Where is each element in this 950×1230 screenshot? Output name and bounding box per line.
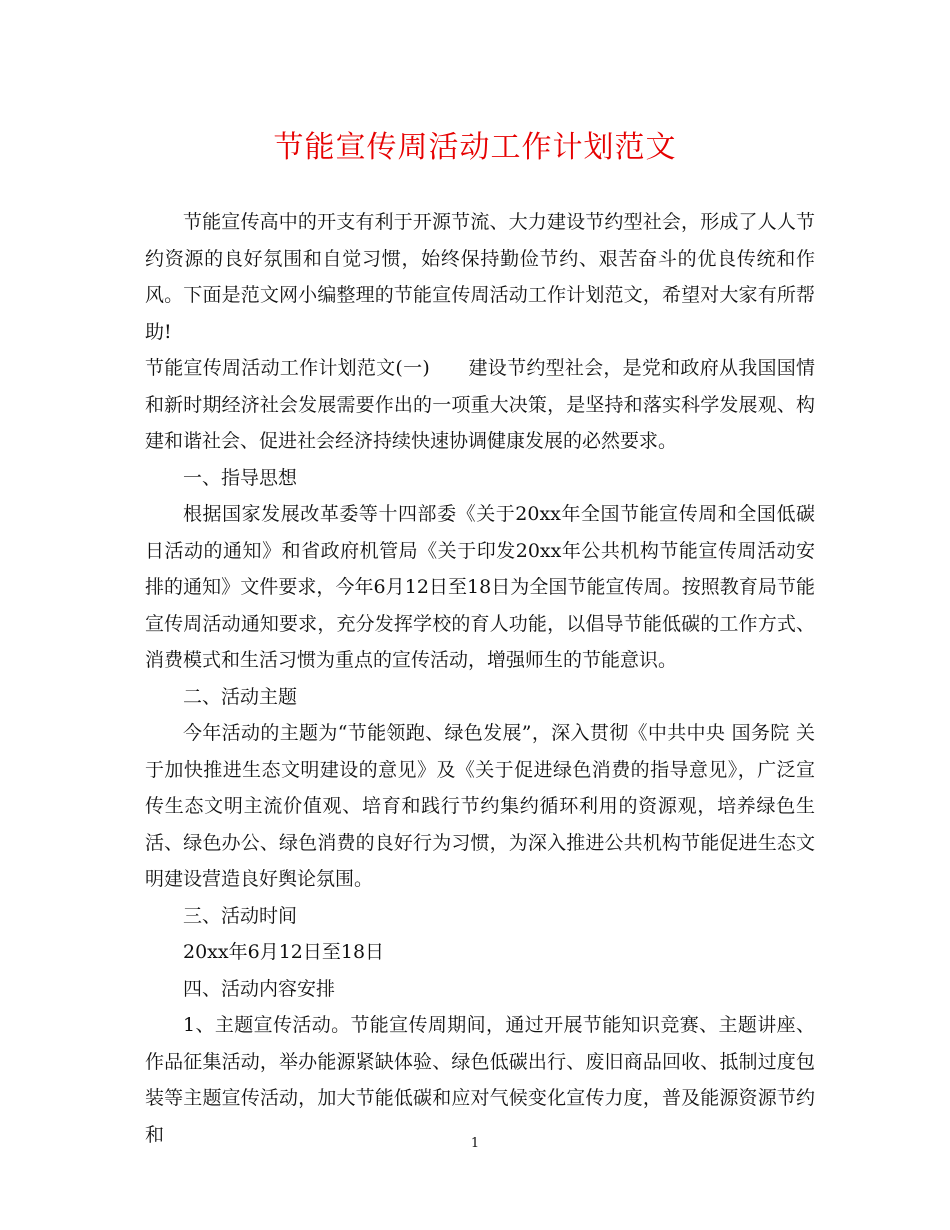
document-title: 节能宣传周活动工作计划范文 — [273, 130, 677, 165]
guiding-ideology-paragraph: 根据国家发展改革委等十四部委《关于20xx年全国节能宣传周和全国低碳日活动的通知》和省政府机管局《关于印发20xx年公共机构节能宣传周活动安排的通知》文件要求，今年6月12日至18日为全国节能宣传周。按照教育局节能宣传周活动通知要求，充分发挥学校的育人功能，以倡导节能低碳的工作方式、消费模式和生活习惯为重点的宣传活动，增强师生的节能意识。 — [145, 503, 815, 671]
section-heading-activity-theme: 二、活动主题 — [183, 685, 298, 708]
intro-paragraph: 节能宣传高中的开支有利于开源节流、大力建设节约型社会，形成了人人节约资源的良好氛围和自觉习惯，始终保持勤俭节约、艰苦奋斗的优良传统和作风。下面是范文网小编整理的节能宣传周活动工作计划范文，希望对大家有所帮助! — [145, 211, 815, 343]
section-heading-guiding-ideology: 一、指导思想 — [183, 466, 298, 489]
plan-one-paragraph: 节能宣传周活动工作计划范文(一) 建设节约型社会，是党和政府从我国国情和新时期经济社会发展需要作出的一项重大决策，是坚持和落实科学发展观、构建和谐社会、促进社会经济持续快速协调健康发展的必然要求。 — [145, 357, 815, 452]
section-heading-activity-content: 四、活动内容安排 — [183, 977, 336, 1000]
page-number: 1 — [470, 1136, 480, 1151]
activity-content-paragraph: 1、主题宣传活动。节能宣传周期间，通过开展节能知识竞赛、主题讲座、作品征集活动，举办能源紧缺体验、绿色低碳出行、废旧商品回收、抵制过度包装等主题宣传活动，加大节能低碳和应对气候变化宣传力度，普及能源资源节约和 — [145, 1014, 815, 1146]
activity-time-paragraph: 20xx年6月12日至18日 — [183, 941, 385, 963]
section-heading-activity-time: 三、活动时间 — [183, 904, 298, 927]
activity-theme-paragraph: 今年活动的主题为“节能领跑、绿色发展”，深入贯彻《中共中央 国务院 关于加快推进生态文明建设的意见》及《关于促进绿色消费的指导意见》，广泛宣传生态文明主流价值观、培育和践行节约集约循环利用的资源观，培养绿色生活、绿色办公、绿色消费的良好行为习惯，为深入推进公共机构节能促进生态文明建设营造良好舆论氛围。 — [145, 722, 815, 890]
document-body — [145, 204, 815, 1153]
